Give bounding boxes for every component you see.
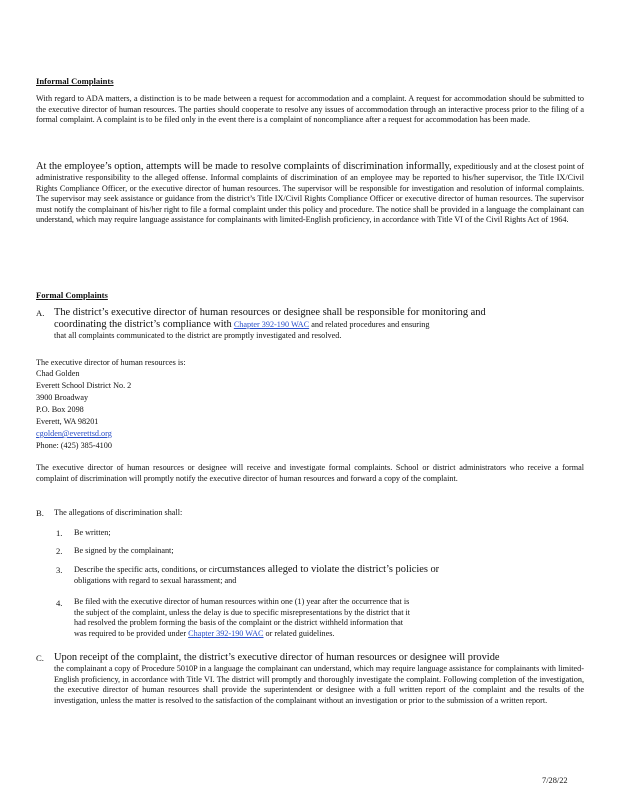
informal-complaints-heading: Informal Complaints <box>36 76 114 86</box>
section-a-line-3: that all complaints communicated to the district are promptly investigated and resolved. <box>54 331 342 340</box>
contact-email-link[interactable]: cgolden@everettsd.org <box>36 429 112 438</box>
section-a-lead: The district’s executive director of human resources or designee shall be responsible for monitoring and <box>54 307 486 318</box>
section-a-line-2: coordinating the district’s compliance with Chapter 392-190 WAC and related procedures and ensuring <box>54 319 430 330</box>
informal-paragraph-2 <box>36 161 584 226</box>
informal-paragraph-1: With regard to ADA matters, a distinction is to be made between a request for accommodation and a complaint. A request for accommodation should be submitted to the executive director of human resources. The parties should cooperate to resolve any issues of accommodation through an interactive process prior to the filing of a formal complaint. A complaint is to be filed only in the event there is a complaint of noncompliance after a request for accommodation has been made. <box>36 94 584 124</box>
section-c-text <box>54 652 584 706</box>
contact-street: 3900 Broadway <box>36 393 89 402</box>
item-1-text: Be written; <box>74 528 111 537</box>
section-b-label: B. <box>36 508 44 518</box>
item-3-text: Describe the specific acts, conditions, or circumstances alleged to violate the district’s policies or obligations with regard to sexual harassment; and <box>74 564 440 585</box>
section-b-text: The allegations of discrimination shall: <box>54 508 183 517</box>
item-1-number: 1. <box>56 528 63 538</box>
informal-paragraph-2-lead: At the employee’s option, attempts will be made to resolve complaints of discrimination informally, <box>36 161 452 172</box>
section-c-body: the complainant a copy of Procedure 5010P in a language the complainant can understand, which may require language assistance for complainants with limited-English proficiency, in accordance with Title VI. The district will promptly and thoroughly investigate the complaint. Following completion of the investigation, the executive director of human resources shall provide the superintendent or designee with a full written report of the complaint and the results of the investigation, unless the matter is resolved to the satisfaction of the complainant without an investigation or prior to the submission of a written report. <box>54 664 584 705</box>
item-2-number: 2. <box>56 546 63 556</box>
section-a-text <box>54 307 584 342</box>
contact-name: Chad Golden <box>36 369 80 378</box>
contact-phone: Phone: (425) 385-4100 <box>36 441 112 450</box>
section-c-lead: Upon receipt of the complaint, the district’s executive director of human resources or designee will provide <box>54 652 500 663</box>
contact-po-box: P.O. Box 2098 <box>36 405 84 414</box>
section-a-label: A. <box>36 308 45 318</box>
item-4-text: Be filed with the executive director of human resources within one (1) year after the occurrence that is the subject of the complaint, unless the delay is due to specific misrepresentations by the district that it had resolved the problem forming the basis of the complaint or the district withheld information that was required to be provided under Chapter 392-190 WAC or related guidelines. <box>74 597 411 638</box>
contact-city: Everett, WA 98201 <box>36 417 99 426</box>
contact-organization: Everett School District No. 2 <box>36 381 132 390</box>
chapter-392-190-wac-link[interactable]: Chapter 392-190 WAC <box>233 320 310 329</box>
informal-paragraph-2-body: expeditiously and at the closest point of administrative responsibility to the alleged offense. Informal complaints of discrimination of an employee may be reported to his/her supervisor, the Title IX/Civil Rights Compliance Officer, or the executive director of human resources. The supervisor will be responsible for investigation and resolution of informal complaints. The supervisor may seek assistance or guidance from the district’s Title IX/Civil Rights Compliance Officer or executive director of human resources. The supervisor must notify the complainant of his/her right to file a formal complaint under this policy and procedure. The notice shall be provided in a language the complainant can understand, which may require language assistance for complainants with limited-English proficiency, in accordance with Title VI of the Civil Rights Act of 1964. <box>36 162 584 224</box>
contact-intro: The executive director of human resources is: <box>36 358 186 367</box>
chapter-392-190-wac-link-2[interactable]: Chapter 392-190 WAC <box>188 628 264 638</box>
item-3-number: 3. <box>56 565 63 575</box>
formal-receipt-paragraph: The executive director of human resources or designee will receive and investigate formal complaints. School or district administrators who receive a formal complaint of discrimination will promptly notify the executive director of human resources and forward a copy of the complaint. <box>36 463 584 483</box>
item-2-text: Be signed by the complainant; <box>74 546 174 555</box>
footer-date: 7/28/22 <box>542 776 568 785</box>
formal-complaints-heading: Formal Complaints <box>36 290 108 300</box>
item-4-number: 4. <box>56 598 63 608</box>
section-c-label: C. <box>36 653 44 663</box>
